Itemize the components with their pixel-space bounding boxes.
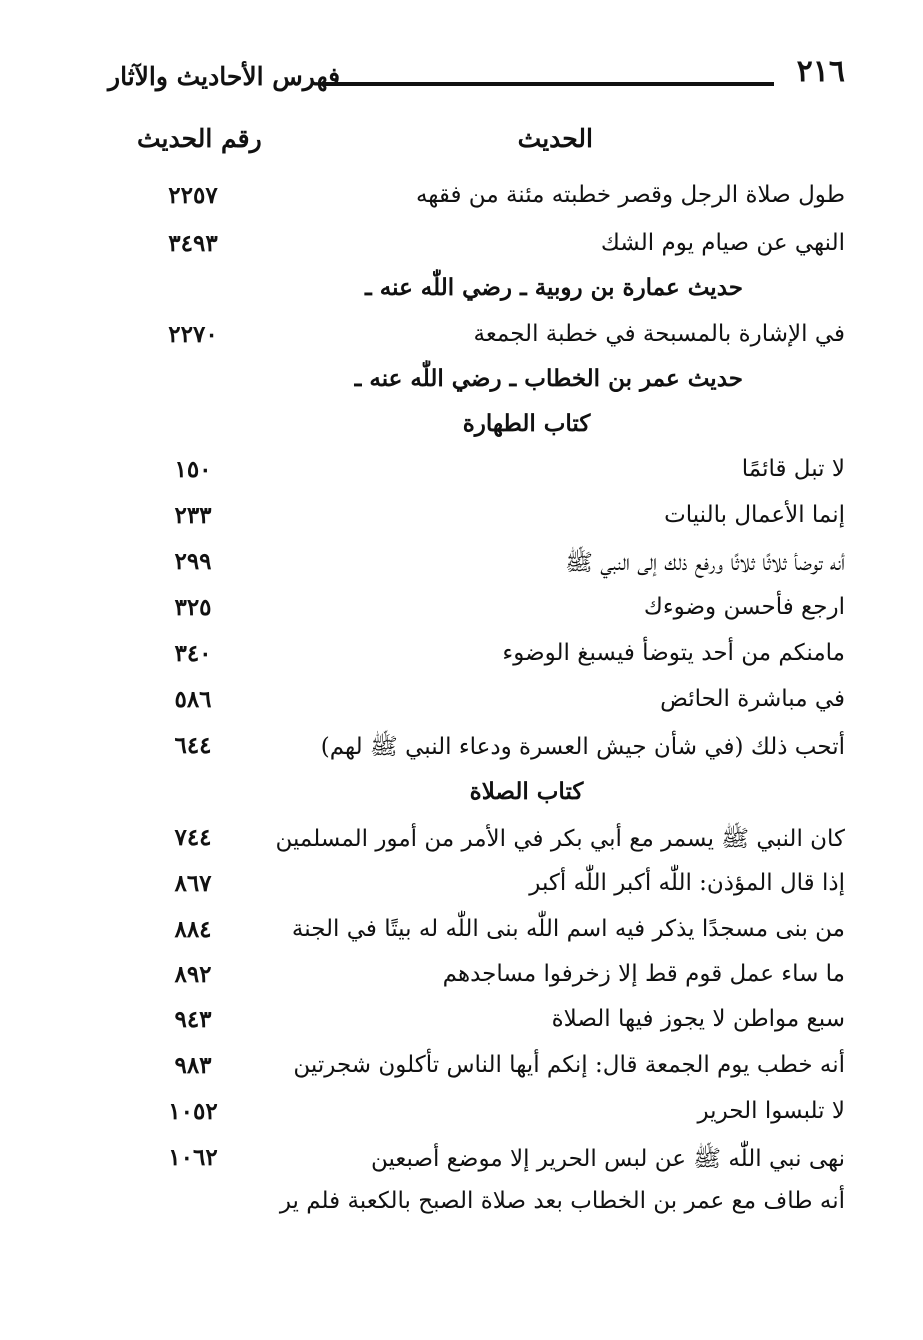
index-entry — [0, 224, 923, 270]
index-entry — [0, 726, 923, 772]
column-heading-hadith: الحديث — [517, 124, 593, 153]
hadith-text: طول صلاة الرجل وقصر خطبته مئنة من فقهه — [415, 182, 845, 208]
index-entry — [0, 910, 923, 956]
hadith-number: ٣٢٥ — [174, 594, 212, 621]
hadith-text: في مباشرة الحائض — [660, 686, 845, 712]
index-entry — [0, 1092, 923, 1138]
hadith-number: ٣٤٩٣ — [168, 230, 218, 257]
hadith-number: ٨٨٤ — [174, 916, 212, 943]
hadith-text: أتحب ذلك (في شأن جيش العسرة ودعاء النبي ﷺ لهم) — [320, 734, 845, 760]
hadith-text: من بنى مسجدًا يذكر فيه اسم اللّٰه بنى اللّٰه له بيتًا في الجنة — [291, 916, 845, 942]
heading-text: حديث عمارة بن روبية ـ رضي اللّٰه عنه ـ — [365, 274, 743, 301]
hadith-number: ٣٤٠ — [174, 640, 212, 667]
hadith-number: ٩٨٣ — [174, 1052, 212, 1079]
hadith-text: في الإشارة بالمسبحة في خطبة الجمعة — [473, 321, 845, 347]
hadith-text: النهي عن صيام يوم الشك — [600, 230, 845, 256]
index-entry — [0, 1046, 923, 1092]
hadith-number: ١٥٠ — [174, 456, 212, 483]
index-entry — [0, 1182, 923, 1228]
hadith-text: كان النبي ﷺ يسمر مع أبي بكر في الأمر من أمور المسلمين — [275, 826, 845, 852]
page-number: ٢١٦ — [796, 54, 845, 89]
hadith-number: ١٠٥٢ — [168, 1098, 218, 1125]
hadith-text: مامنكم من أحد يتوضأ فيسبغ الوضوء — [502, 640, 845, 666]
index-entry — [0, 496, 923, 542]
index-entry — [0, 1000, 923, 1046]
index-entry — [0, 634, 923, 680]
index-entry — [0, 955, 923, 1001]
hadith-number: ٢٣٣ — [174, 502, 212, 529]
hadith-text: لا تلبسوا الحرير — [697, 1098, 845, 1124]
hadith-text: ارجع فأحسن وضوءك — [643, 594, 845, 620]
hadith-text: لا تبل قائمًا — [741, 456, 845, 482]
hadith-number: ٢٩٩ — [174, 548, 212, 575]
index-entry — [0, 315, 923, 361]
hadith-number: ٦٤٤ — [174, 732, 212, 759]
section-heading — [0, 404, 923, 450]
index-entry — [0, 680, 923, 726]
heading-text: حديث عمر بن الخطاب ـ رضي اللّٰه عنه ـ — [354, 365, 743, 392]
hadith-number: ٨٩٢ — [174, 961, 212, 988]
hadith-number: ٧٤٤ — [174, 824, 212, 851]
hadith-text: أنه خطب يوم الجمعة قال: إنكم أيها الناس تأكلون شجرتين — [293, 1052, 845, 1078]
companion-heading — [0, 268, 923, 314]
hadith-text: إذا قال المؤذن: اللّٰه أكبر اللّٰه أكبر — [529, 870, 845, 896]
hadith-text: ما ساء عمل قوم قط إلا زخرفوا مساجدهم — [442, 961, 845, 987]
heading-text: كتاب الصلاة — [469, 778, 584, 805]
hadith-number: ١٠٦٢ — [168, 1144, 218, 1171]
index-entry — [0, 588, 923, 634]
hadith-text: أنه طاف مع عمر بن الخطاب بعد صلاة الصبح بالكعبة فلم ير — [279, 1188, 845, 1214]
heading-text: كتاب الطهارة — [462, 410, 591, 437]
index-entry — [0, 542, 923, 588]
index-entry — [0, 1138, 923, 1184]
hadith-text: سبع مواطن لا يجوز فيها الصلاة — [551, 1006, 845, 1032]
section-heading — [0, 772, 923, 818]
index-entry — [0, 176, 923, 222]
index-entry — [0, 450, 923, 496]
index-entry — [0, 818, 923, 864]
hadith-text: أنه توضأ ثلاثًا ثلاثًا ورفع ذلك إلى النبي ﷺ — [565, 550, 845, 576]
index-entry — [0, 864, 923, 910]
hadith-text: إنما الأعمال بالنيات — [664, 502, 845, 528]
hadith-text: نهى نبي اللّٰه ﷺ عن لبس الحرير إلا موضع أصبعين — [370, 1146, 845, 1172]
hadith-number: ٢٢٥٧ — [168, 182, 218, 209]
column-heading-number: رقم الحديث — [137, 124, 262, 153]
companion-heading — [0, 359, 923, 405]
running-title: فهرس الأحاديث والآثار — [108, 62, 341, 91]
header-rule — [322, 82, 774, 86]
hadith-number: ٢٢٧٠ — [168, 321, 218, 348]
hadith-number: ٥٨٦ — [174, 686, 212, 713]
hadith-number: ٨٦٧ — [174, 870, 212, 897]
hadith-number: ٩٤٣ — [174, 1006, 212, 1033]
